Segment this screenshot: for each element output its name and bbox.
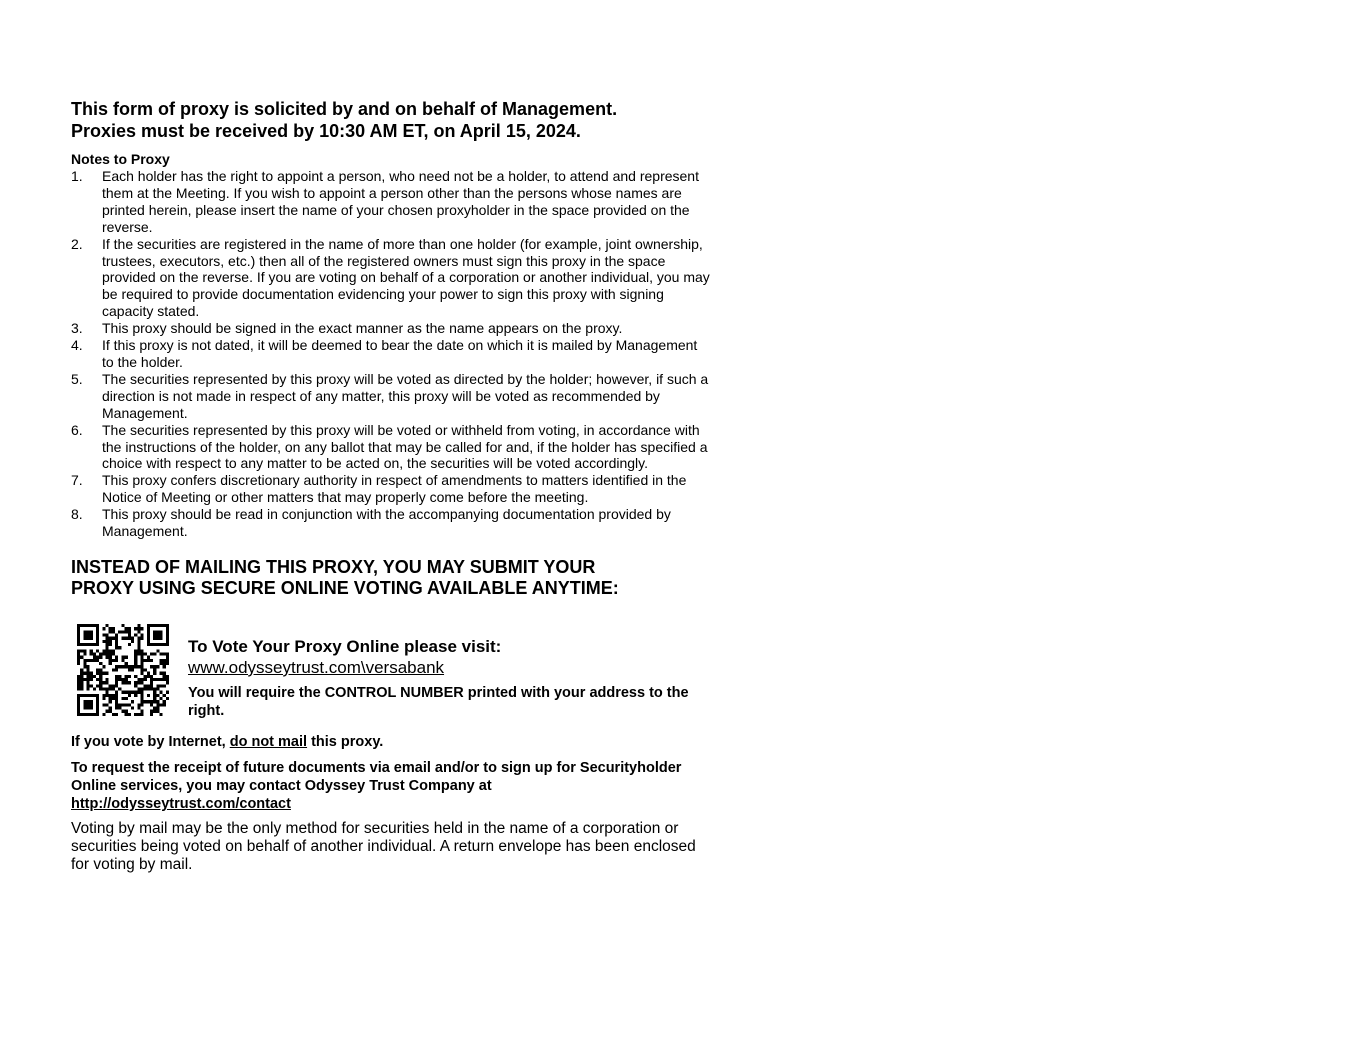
note-number: 2.	[71, 235, 83, 252]
visit-label: To Vote Your Proxy Online please visit:	[188, 636, 502, 656]
note-number: 5.	[71, 370, 83, 387]
notes-title: Notes to Proxy	[71, 151, 170, 167]
qr-code-icon[interactable]	[77, 624, 169, 716]
solicitation-heading: This form of proxy is solicited by and on behalf of Management.	[71, 99, 618, 119]
note-number: 7.	[71, 472, 83, 489]
note-number: 6.	[71, 421, 83, 438]
proxy-page	[71, 98, 711, 874]
request-text: To request the receipt of future documents via email and/or to sign up for Securityholder Online services, you may contact Odyssey Trust Company at	[71, 759, 682, 794]
voting-url-link[interactable]: www.odysseytrust.com\versabank	[188, 657, 445, 677]
note-item	[71, 506, 711, 540]
deadline-heading: Proxies must be received by 10:30 AM ET, on April 15, 2024.	[71, 121, 581, 141]
note-item	[71, 320, 711, 337]
internet-vote-note	[71, 733, 711, 751]
note-text: This proxy confers discretionary authority in respect of amendments to matters identified in the Notice of Meeting or other matters that may properly come before the meeting.	[102, 472, 687, 506]
note-text: The securities represented by this proxy will be voted or withheld from voting, in accordance with the instructions of the holder, on any ballot that may be called for and, if the holder has specified a choice with respect to any matter to be acted on, the securities will be voted accordingly.	[102, 421, 708, 472]
online-voting-heading-line1: INSTEAD OF MAILING THIS PROXY, YOU MAY SUBMIT YOUR	[71, 556, 596, 577]
note-text: The securities represented by this proxy will be voted as directed by the holder; however, if such a direction is not made in respect of any matter, this proxy will be voted as recommended by Management.	[102, 370, 709, 421]
note-number: 4.	[71, 337, 83, 354]
internet-note-after: this proxy.	[307, 733, 384, 750]
internet-note-before: If you vote by Internet,	[71, 733, 230, 750]
note-item	[71, 168, 711, 236]
note-item	[71, 472, 711, 506]
note-text: If this proxy is not dated, it will be deemed to bear the date on which it is mailed by Management to the holder.	[102, 337, 698, 370]
online-voting-heading	[71, 557, 711, 600]
notes-list	[71, 168, 711, 540]
internet-note-emphasis: do not mail	[229, 733, 308, 750]
online-voting-heading-line2: PROXY USING SECURE ONLINE VOTING AVAILABLE ANYTIME:	[71, 578, 619, 599]
note-number: 3.	[71, 320, 83, 337]
note-text: Each holder has the right to appoint a person, who need not be a holder, to attend and represent them at the Meeting. If you wish to appoint a person other than the persons whose names are printed herein, please insert the name of your chosen proxyholder in the space provided on the reverse.	[102, 168, 699, 235]
mail-voting-note: Voting by mail may be the only method for securities held in the name of a corporation or securities being voted on behalf of another individual. A return envelope has been enclosed for voting by mail.	[71, 819, 696, 873]
contact-link[interactable]: http://odysseytrust.com/contact	[71, 795, 291, 812]
note-item	[71, 236, 711, 321]
online-voting-text	[188, 636, 713, 720]
online-voting-block	[71, 622, 711, 722]
note-text: If the securities are registered in the name of more than one holder (for example, joint ownership, trustees, executors, etc.) then all of the registered owners must sign this proxy in the space provided on the reverse. If you are voting on behalf of a corporation or another individual, you may be required to provide documentation evidencing your power to sign this proxy with signing capacity stated.	[102, 235, 710, 320]
note-item	[71, 422, 711, 473]
control-number-note: You will require the CONTROL NUMBER printed with your address to the right.	[188, 684, 689, 719]
note-number: 1.	[71, 168, 83, 184]
note-text: This proxy should be read in conjunction with the accompanying documentation provided by Management.	[102, 506, 671, 540]
note-number: 8.	[71, 506, 83, 523]
note-item	[71, 371, 711, 422]
note-item	[71, 337, 711, 371]
note-text: This proxy should be signed in the exact manner as the name appears on the proxy.	[102, 320, 623, 337]
e-delivery-request	[71, 759, 711, 813]
